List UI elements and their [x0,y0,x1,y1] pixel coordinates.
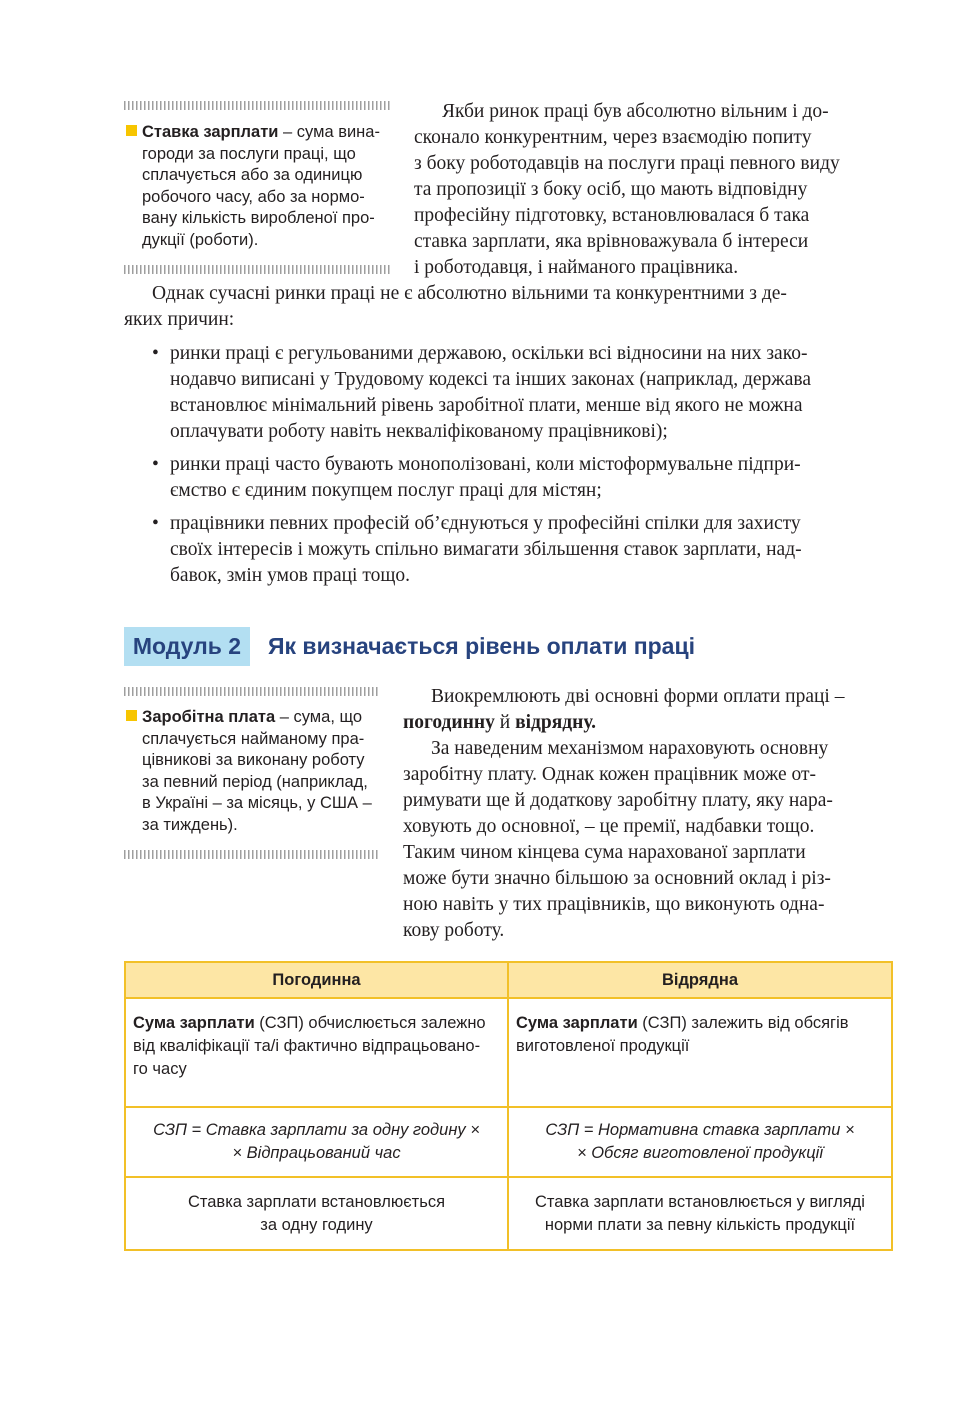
table-cell-formula: СЗП = Ставка зарплати за одну годину × × Відпрацьований час [125,1107,508,1177]
list-item: • ринки праці є регульованими державою, оскільки всі відносини на них зако- нодавчо виписані у Трудовому кодексі та інших законах (наприклад, держава встановлює мінімальний рівень заробітної плати, менше від якого не можна оплачувати роботу навіть некваліфікованому працівникові); [152,343,812,442]
text-line: ховують до основної, – це премії, надбавки тощо. [403,816,815,837]
square-bullet-icon [126,710,137,721]
sidebar-line: вану кількість виробленої про- [142,209,375,227]
text-line: ною навіть у тих працівників, що виконують одна- [403,894,825,915]
sidebar-definition-salary [126,707,380,836]
table-header-hourly: Погодинна [125,962,508,998]
sidebar-rule-bottom [124,850,380,859]
table-header-row [125,962,892,998]
sidebar-term: Заробітна плата [142,708,276,726]
sidebar-line: за тиждень). [142,815,238,834]
module-title: Як визначається рівень оплати праці [268,633,695,659]
table-cell: Сума зарплати (СЗП) залежить від обсягів виготовленої продукції [508,998,892,1107]
text-line: професійну підготовку, встановлювалася б така [414,205,810,226]
text-line: За наведеним механізмом нараховують основну [431,738,829,759]
text-line: і роботодавця, і найманого працівника. [414,257,739,278]
table-header-piecework: Відрядна [508,962,892,998]
text-line: Якби ринок праці був абсолютно вільним і до- [442,101,829,122]
text-line: Виокремлюють дві основні форми оплати праці – [431,686,845,707]
text-line: ставка зарплати, яка врівноважувала б інтереси [414,231,809,252]
bold-term: відрядну. [515,712,597,733]
list-item: • працівники певних професій об’єднуються у професійні спілки для захисту своїх інтересів і можуть спільно вимагати збільшення ставок зарплати, над- бавок, змін умов праці тощо. [152,513,802,586]
sidebar-line: в Україні – за місяць, у США – [142,794,372,812]
sidebar-line: дукції (роботи). [142,230,259,249]
text-line: кову роботу. [403,920,505,941]
table-row [125,1107,892,1177]
text-line: та пропозиції з боку осіб, що мають відповідну [414,179,808,200]
text-line: римувати ще й додаткову заробітну плату, яку нара- [403,790,833,811]
text-line: з боку роботодавців на послуги праці певного виду [414,153,840,174]
text-line: яких причин: [124,309,235,330]
bullet-icon: • [152,513,159,534]
text-line: сконало конкурентним, через взаємодію попиту [414,127,812,148]
bold-term: погодинну [403,712,495,733]
text-line: Таким чином кінцева сума нарахованої зарплати [403,842,806,863]
sidebar-definition-wage-rate [126,122,392,251]
sidebar-term: Ставка зарплати [142,123,279,141]
sidebar-line: сплачується або за одиницю [142,166,363,184]
table-row [125,998,892,1107]
module-badge: Модуль 2 [124,627,250,666]
text-line: погодинну й відрядну. [403,712,597,733]
sidebar-rule-top [124,101,392,110]
table-cell: Сума зарплати (СЗП) обчислюється залежно від кваліфікації та/і фактично відпрацьовано- го часу [125,998,508,1107]
table-row [125,1177,892,1250]
sidebar-rule-top [124,687,380,696]
sidebar-line: робочого часу, або за нормо- [142,187,365,206]
sidebar-line: цівникові за виконану роботу [142,751,365,769]
sidebar-line: Заробітна плата – сума, що [126,707,380,729]
square-bullet-icon [126,125,137,136]
table-cell: Ставка зарплати встановлюється за одну годину [125,1177,508,1250]
text-line: заробітну плату. Однак кожен працівник може от- [403,764,817,785]
text-line: Однак сучасні ринки праці не є абсолютно вільними та конкурентними з де- [152,283,787,304]
reasons-list [152,341,890,596]
bullet-icon: • [152,454,159,475]
sidebar-line: за певний період (наприклад, [142,772,368,791]
list-item: • ринки праці часто бувають монополізовані, коли містоформувальне підпри- ємство є єдиним покупцем послуг праці для містян; [152,454,801,501]
table-cell: Ставка зарплати встановлюється у вигляді норми плати за певну кількість продукції [508,1177,892,1250]
sidebar-line: сплачується найманому пра- [142,729,365,748]
reasons-paragraph [124,281,890,333]
sidebar-rule-bottom [124,265,392,274]
forms-paragraph [403,684,890,944]
text-line: може бути значно більшою за основний оклад і різ- [403,868,831,889]
payment-forms-table [124,961,893,1251]
sidebar-line: городи за послуги праці, що [142,144,356,163]
intro-paragraph [414,99,890,281]
bullet-icon: • [152,343,159,364]
table-cell-formula: СЗП = Нормативна ставка зарплати × × Обсяг виготовленої продукції [508,1107,892,1177]
sidebar-line: Ставка зарплати – сума вина- [126,122,392,144]
